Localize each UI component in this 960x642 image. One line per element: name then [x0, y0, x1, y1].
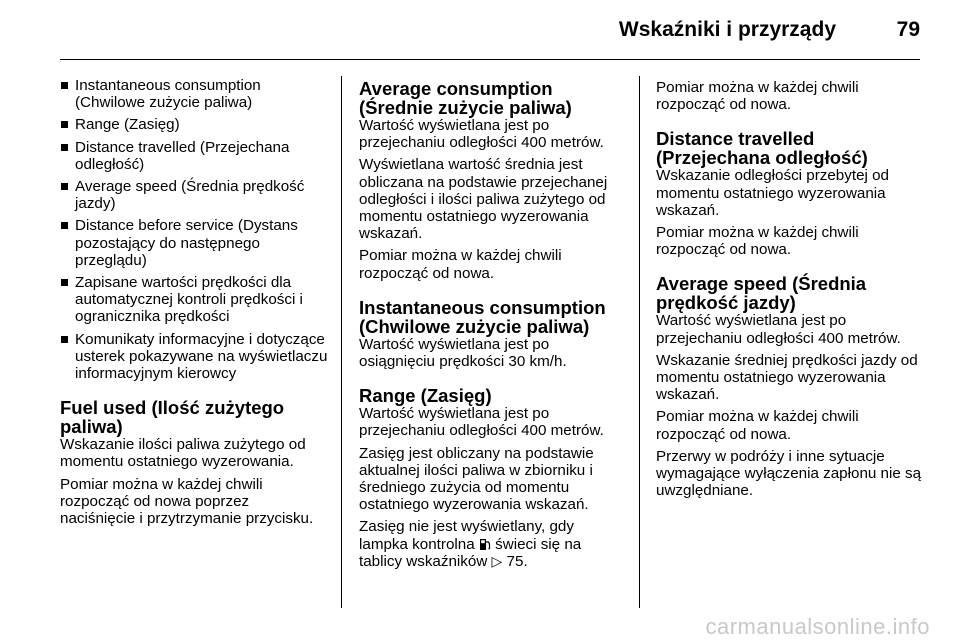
header-divider	[60, 59, 920, 60]
paragraph: Zasięg jest obliczany na podstawie aktualnej ilości paliwa w zbiorniku i średniego zużycia od momentu ostatniego wyzerowania wskazań.	[359, 444, 594, 514]
section-heading-instantaneous-consumption: Instantaneous consumption (Chwilowe zużycie paliwa)	[359, 296, 606, 337]
paragraph: Wskazanie średniej prędkości jazdy od momentu ostatniego wyzerowania wskazań.	[656, 351, 918, 404]
paragraph: Wartość wyświetlana jest po przejechaniu odległości 400 metrów.	[656, 312, 901, 347]
section-heading-distance-travelled: Distance travelled (Przejechana odległość)	[656, 128, 868, 169]
list-item: Average speed (Średnia prędkość jazdy)	[60, 178, 328, 212]
column-2	[359, 79, 627, 575]
fuel-pump-icon	[479, 538, 491, 551]
page-header-title: Wskaźniki i przyrządy	[618, 18, 836, 41]
paragraph: Pomiar można w każdej chwili rozpocząć od nowa.	[656, 408, 859, 443]
paragraph: Wskazanie ilości paliwa zużytego od momentu ostatniego wyzerowania.	[60, 436, 306, 471]
column-divider-2	[639, 76, 640, 608]
display-values-list	[60, 77, 328, 382]
paragraph: Przerwy w podróży i inne sytuacje wymagające wyłączenia zapłonu nie są uwzględniane.	[656, 447, 922, 500]
paragraph: Pomiar można w każdej chwili rozpocząć od nowa poprzez naciśnięcie i przytrzymanie przycisku.	[60, 475, 314, 528]
paragraph: Wskazanie odległości przebytej od momentu ostatniego wyzerowania wskazań.	[656, 167, 889, 219]
column-1	[60, 77, 328, 532]
column-3	[656, 79, 926, 504]
list-item: Zapisane wartości prędkości dla automatycznej kontroli prędkości i ogranicznika prędkości	[60, 274, 328, 326]
paragraph: Wyświetlana wartość średnia jest obliczana na podstawie przejechanej odległości i ilości paliwa zużytego od momentu ostatniego wyzerowania wskazań.	[359, 156, 608, 243]
arrow-ref-icon: ▷	[491, 552, 503, 569]
paragraph: Wartość wyświetlana jest po osiągnięciu prędkości 30 km/h.	[359, 335, 567, 371]
section-heading-range: Range (Zasięg)	[359, 385, 492, 407]
paragraph: Pomiar można w każdej chwili rozpocząć od nowa.	[656, 224, 859, 259]
paragraph: Wartość wyświetlana jest po przejechaniu odległości 400 metrów.	[359, 405, 604, 440]
list-item: Distance travelled (Przejechana odległość)	[60, 139, 328, 173]
list-item: Range (Zasięg)	[60, 116, 328, 133]
range-warning-text-mid: świeci się na tablicy wskaźników	[359, 535, 582, 570]
section-heading-fuel-used: Fuel used (Ilość zużytego paliwa)	[60, 397, 285, 438]
section-heading-average-speed: Average speed (Średnia prędkość jazdy)	[656, 273, 867, 314]
list-item: Distance before service (Dystans pozostający do następnego przeglądu)	[60, 217, 328, 269]
paragraph: Pomiar można w każdej chwili rozpocząć od nowa.	[656, 79, 859, 114]
watermark: carmanualsonline.info	[705, 614, 930, 639]
paragraph-range-warning	[359, 518, 627, 570]
page-number: 79	[896, 18, 920, 41]
paragraph: Pomiar można w każdej chwili rozpocząć od nowa.	[359, 247, 562, 282]
list-item: Instantaneous consumption (Chwilowe zużycie paliwa)	[60, 77, 328, 111]
page-reference[interactable]: 75.	[506, 552, 528, 570]
column-divider-1	[341, 76, 342, 608]
list-item: Komunikaty informacyjne i dotyczące usterek pokazywane na wyświetlaczu informacyjnym kierowcy	[60, 331, 328, 383]
range-warning-text-start: Zasięg nie jest wyświetlany, gdy lampka kontrolna	[359, 518, 574, 553]
paragraph: Wartość wyświetlana jest po przejechaniu odległości 400 metrów.	[359, 117, 604, 152]
section-heading-average-consumption: Average consumption (Średnie zużycie paliwa)	[359, 78, 572, 118]
